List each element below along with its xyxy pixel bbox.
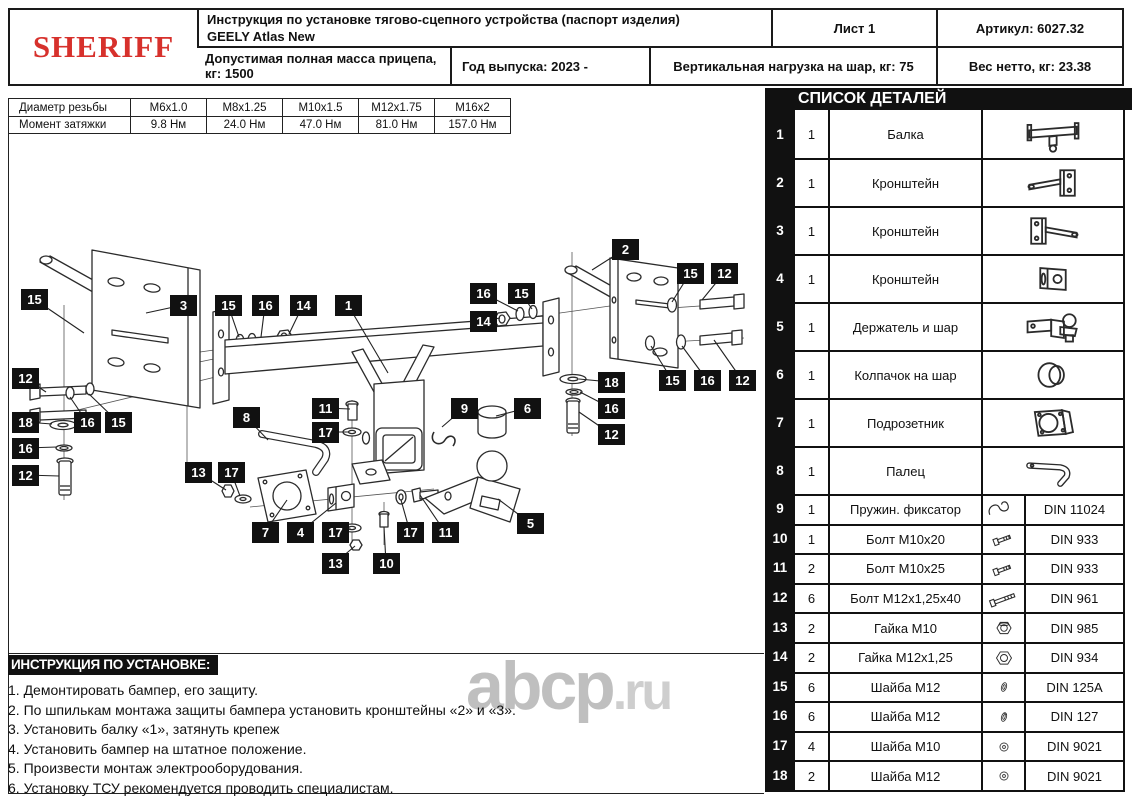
part-row [795, 583, 1123, 613]
part-icon [983, 644, 1026, 672]
doc-title: Инструкция по установке тягово-сцепного устройства (паспорт изделия) [207, 12, 680, 27]
diagram-callout-9: 9 [451, 398, 478, 419]
document-header [8, 8, 1124, 86]
watermark: abcp.ru [466, 648, 671, 724]
part-name: Гайка М12х1,25 [830, 644, 983, 672]
part-number: 2 [776, 174, 784, 190]
part-row [795, 553, 1123, 583]
part-din: DIN 933 [1050, 531, 1099, 547]
part-name: Болт М12х1,25х40 [830, 585, 983, 613]
part-number: 9 [776, 501, 784, 517]
diagram-callout-17: 17 [397, 522, 424, 543]
part-number: 15 [772, 678, 788, 694]
thread-size-value: M12x1.75 [359, 99, 435, 116]
torque-value: 24.0 Нм [207, 116, 283, 133]
part-row [795, 350, 1123, 398]
part-icon [983, 160, 1123, 206]
part-qty: 1 [795, 496, 830, 524]
diagram-callout-18: 18 [12, 412, 39, 433]
diagram-callout-16: 16 [252, 295, 279, 316]
torque-value: 47.0 Нм [283, 116, 359, 133]
part-din: DIN 125A [1046, 679, 1103, 695]
header-title-cell [197, 10, 771, 46]
max-trailer-mass: Допустимая полная масса прицепа, кг: 1500 [197, 46, 450, 84]
part-din: DIN 11024 [1043, 502, 1106, 518]
torque-table [8, 98, 511, 134]
part-number: 1 [776, 126, 784, 142]
diagram-callout-8: 8 [233, 407, 260, 428]
part-qty: 6 [795, 585, 830, 613]
diagram-callout-17: 17 [322, 522, 349, 543]
part-row [795, 494, 1123, 524]
part-qty: 2 [795, 614, 830, 642]
part-din: DIN 127 [1050, 709, 1099, 725]
part-name: Кронштейн [830, 208, 983, 254]
diagram-callout-17: 17 [312, 422, 339, 443]
diagram-callout-11: 11 [432, 522, 459, 543]
part-qty: 6 [795, 674, 830, 702]
diagram-callout-16: 16 [74, 412, 101, 433]
part-number: 3 [776, 222, 784, 238]
part-icon [983, 256, 1123, 302]
part-icon [983, 110, 1123, 158]
part-name: Кронштейн [830, 160, 983, 206]
thread-size-value: M6x1.0 [131, 99, 207, 116]
net-weight: Вес нетто, кг: 23.38 [936, 46, 1122, 84]
instruction-step: 3. Установить балку «1», затянуть крепеж [8, 721, 280, 737]
part-din: DIN 9021 [1047, 768, 1102, 784]
part-icon [983, 352, 1123, 398]
diagram-callout-10: 10 [373, 553, 400, 574]
diagram-callout-12: 12 [729, 370, 756, 391]
diagram-callout-12: 12 [12, 368, 39, 389]
diagram-callout-7: 7 [252, 522, 279, 543]
part-qty: 1 [795, 352, 830, 398]
part-name: Подрозетник [830, 400, 983, 446]
part-qty: 1 [795, 400, 830, 446]
diagram-callout-15: 15 [508, 283, 535, 304]
torque-value: 81.0 Нм [359, 116, 435, 133]
part-row [795, 398, 1123, 446]
diagram-callout-15: 15 [105, 412, 132, 433]
part-qty: 1 [795, 526, 830, 554]
part-qty: 2 [795, 644, 830, 672]
part-icon [983, 674, 1026, 702]
instructions-title: ИНСТРУКЦИЯ ПО УСТАНОВКЕ: [8, 655, 218, 675]
doc-subtitle: GEELY Atlas New [207, 29, 315, 44]
part-name: Шайба М10 [830, 733, 983, 761]
diagram-callout-1: 1 [335, 295, 362, 316]
part-row [795, 612, 1123, 642]
part-number: 7 [776, 414, 784, 430]
part-icon [983, 762, 1026, 790]
diagram-callout-14: 14 [470, 311, 497, 332]
part-row [795, 446, 1123, 494]
part-row [795, 110, 1123, 158]
diagram-callout-4: 4 [287, 522, 314, 543]
instruction-step: 4. Установить бампер на штатное положение. [8, 740, 307, 757]
part-icon [983, 585, 1026, 613]
year-of-issue: Год выпуска: 2023 - [450, 46, 649, 84]
part-icon [983, 555, 1026, 583]
part-din: DIN 961 [1050, 591, 1099, 607]
part-row [795, 302, 1123, 350]
part-qty: 1 [795, 256, 830, 302]
part-icon [983, 614, 1026, 642]
part-din: DIN 934 [1050, 650, 1099, 666]
diagram-callout-15: 15 [215, 295, 242, 316]
instruction-step: 6. Установку ТСУ рекомендуется проводить специалистам. [8, 779, 394, 796]
part-icon [983, 448, 1123, 494]
part-qty: 1 [795, 110, 830, 158]
part-row [795, 760, 1123, 790]
parts-list-table [765, 110, 1125, 792]
part-name: Шайба М12 [830, 703, 983, 731]
part-number: 6 [776, 366, 784, 382]
torque-value: 9.8 Нм [131, 116, 207, 133]
part-number: 10 [772, 530, 788, 546]
part-number: 13 [772, 619, 788, 635]
part-number: 14 [772, 649, 788, 665]
diagram-callout-6: 6 [514, 398, 541, 419]
part-number: 5 [776, 318, 784, 334]
part-name: Гайка М10 [830, 614, 983, 642]
part-icon [983, 400, 1123, 446]
part-number: 4 [776, 270, 784, 286]
diagram-callout-16: 16 [598, 398, 625, 419]
diagram-callout-16: 16 [694, 370, 721, 391]
part-name: Палец [830, 448, 983, 494]
torque-value: 157.0 Нм [435, 116, 511, 133]
diagram-callout-15: 15 [21, 289, 48, 310]
thread-size-value: M10x1.5 [283, 99, 359, 116]
part-number: 12 [772, 590, 788, 606]
part-icon [983, 208, 1123, 254]
installation-instructions [8, 655, 748, 798]
part-row [795, 524, 1123, 554]
part-icon [983, 526, 1026, 554]
exploded-view-diagram [5, 130, 765, 665]
part-row [795, 672, 1123, 702]
diagram-callout-5: 5 [517, 513, 544, 534]
part-name: Шайба М12 [830, 762, 983, 790]
part-number: 18 [772, 767, 788, 783]
part-row [795, 701, 1123, 731]
diagram-callout-14: 14 [290, 295, 317, 316]
part-name: Кронштейн [830, 256, 983, 302]
part-qty: 1 [795, 208, 830, 254]
diagram-callout-16: 16 [470, 283, 497, 304]
sheet-number: Лист 1 [771, 10, 936, 46]
part-row [795, 206, 1123, 254]
brand-logo: SHERIFF [32, 29, 175, 64]
vertical-load: Вертикальная нагрузка на шар, кг: 75 [649, 46, 936, 84]
part-number: 17 [772, 738, 788, 754]
part-din: DIN 9021 [1047, 739, 1102, 755]
part-row [795, 158, 1123, 206]
part-qty: 1 [795, 160, 830, 206]
instructions-steps [8, 681, 748, 798]
part-number: 16 [772, 708, 788, 724]
part-icon [983, 733, 1026, 761]
part-qty: 2 [795, 555, 830, 583]
part-name: Шайба М12 [830, 674, 983, 702]
article-number: Артикул: 6027.32 [936, 10, 1122, 46]
part-name: Балка [830, 110, 983, 158]
part-number: 8 [776, 462, 784, 478]
part-din: DIN 985 [1050, 620, 1099, 636]
diagram-callout-18: 18 [598, 372, 625, 393]
tightening-torque-label: Момент затяжки [9, 116, 131, 133]
part-name: Болт М10х20 [830, 526, 983, 554]
part-qty: 4 [795, 733, 830, 761]
diagram-callout-11: 11 [312, 398, 339, 419]
part-name: Болт М10х25 [830, 555, 983, 583]
part-icon [983, 703, 1026, 731]
diagram-callout-12: 12 [711, 263, 738, 284]
diagram-callout-16: 16 [12, 438, 39, 459]
part-name: Пружин. фиксатор [830, 496, 983, 524]
diagram-callout-17: 17 [218, 462, 245, 483]
part-qty: 1 [795, 448, 830, 494]
instruction-step: 1. Демонтировать бампер, его защиту. [8, 682, 259, 698]
part-qty: 1 [795, 304, 830, 350]
parts-list-panel [765, 88, 1132, 792]
instruction-step: 2. По шпилькам монтажа защиты бампера установить кронштейны «2» и «3». [8, 701, 516, 718]
part-din: DIN 933 [1050, 561, 1099, 577]
part-name: Колпачок на шар [830, 352, 983, 398]
part-row [795, 642, 1123, 672]
parts-number-column [765, 110, 795, 790]
part-qty: 2 [795, 762, 830, 790]
parts-list-title: СПИСОК ДЕТАЛЕЙ [765, 88, 1132, 110]
diagram-callout-12: 12 [598, 424, 625, 445]
diagram-callout-15: 15 [677, 263, 704, 284]
diagram-callout-3: 3 [170, 295, 197, 316]
thread-size-value: M16x2 [435, 99, 511, 116]
thread-size-value: M8x1.25 [207, 99, 283, 116]
diagram-callout-15: 15 [659, 370, 686, 391]
diagram-callout-2: 2 [612, 239, 639, 260]
diagram-callout-12: 12 [12, 465, 39, 486]
thread-diameter-label: Диаметр резьбы [9, 99, 131, 116]
diagram-callout-13: 13 [322, 553, 349, 574]
part-qty: 6 [795, 703, 830, 731]
part-icon [983, 304, 1123, 350]
part-name: Держатель и шар [830, 304, 983, 350]
diagram-callout-13: 13 [185, 462, 212, 483]
instruction-step: 5. Произвести монтаж электрооборудования. [8, 760, 303, 776]
part-row [795, 731, 1123, 761]
part-icon [983, 496, 1026, 524]
part-number: 11 [772, 560, 788, 576]
part-row [795, 254, 1123, 302]
